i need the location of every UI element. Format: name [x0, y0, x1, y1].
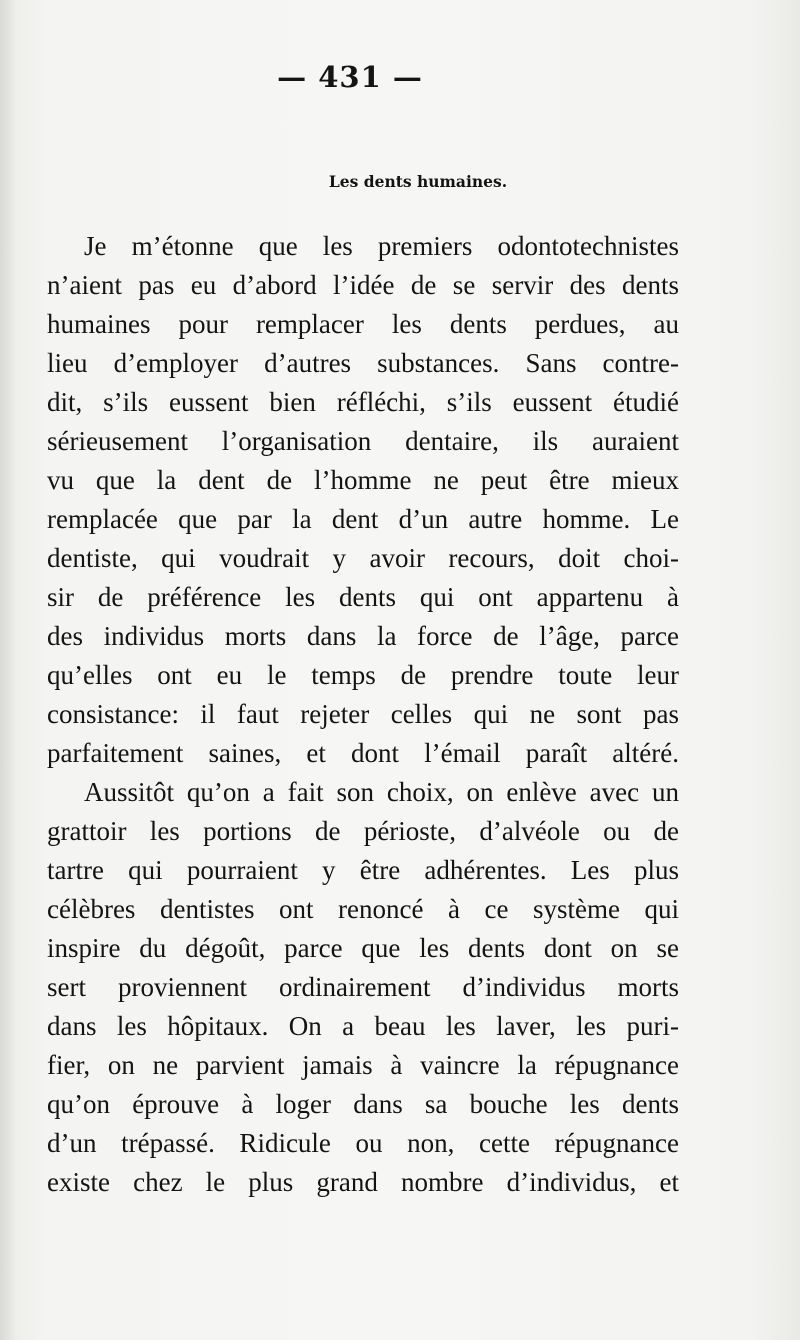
section-title: Les dents humaines. — [328, 172, 508, 191]
text-line: des individus morts dans la force de l’âge, parce — [47, 621, 679, 651]
text-line: célèbres dentistes ont renoncé à ce système qui — [47, 894, 679, 924]
text-line: d’un trépassé. Ridicule ou non, cette répugnance — [47, 1128, 679, 1158]
text-line: inspire du dégoût, parce que les dents dont on se — [47, 933, 679, 963]
text-line: qu’on éprouve à loger dans sa bouche les dents — [47, 1089, 679, 1119]
text-line: n’aient pas eu d’abord l’idée de se servir des dents — [47, 270, 679, 300]
text-line: vu que la dent de l’homme ne peut être mieux — [47, 465, 679, 495]
text-line: dans les hôpitaux. On a beau les laver, les puri- — [47, 1011, 679, 1041]
text-line: remplacée que par la dent d’un autre homme. Le — [47, 504, 679, 534]
text-line: sert proviennent ordinairement d’individus morts — [47, 972, 679, 1002]
text-line: dit, s’ils eussent bien réfléchi, s’ils eussent étudié — [47, 387, 679, 417]
text-line: grattoir les portions de périoste, d’alvéole ou de — [47, 816, 679, 846]
text-line: existe chez le plus grand nombre d’individus, et — [47, 1167, 679, 1197]
text-line: Je m’étonne que les premiers odontotechnistes — [84, 231, 679, 261]
text-line: sir de préférence les dents qui ont appartenu à — [47, 582, 679, 612]
text-line: Aussitôt qu’on a fait son choix, on enlève avec un — [84, 777, 679, 807]
text-line: lieu d’employer d’autres substances. Sans contre- — [47, 348, 679, 378]
text-line: sérieusement l’organisation dentaire, ils auraient — [47, 426, 679, 456]
text-line: dentiste, qui voudrait y avoir recours, doit choi- — [47, 543, 679, 573]
page-edge-shadow — [0, 0, 16, 1340]
text-line: humaines pour remplacer les dents perdues, au — [47, 309, 679, 339]
text-line: consistance: il faut rejeter celles qui ne sont pas — [47, 699, 679, 729]
text-line: tartre qui pourraient y être adhérentes. Les plus — [47, 855, 679, 885]
text-line: qu’elles ont eu le temps de prendre toute leur — [47, 660, 679, 690]
page-number: — 431 — — [277, 60, 423, 94]
text-line: parfaitement saines, et dont l’émail paraît altéré. — [47, 738, 679, 768]
text-line: fier, on ne parvient jamais à vaincre la répugnance — [47, 1050, 679, 1080]
